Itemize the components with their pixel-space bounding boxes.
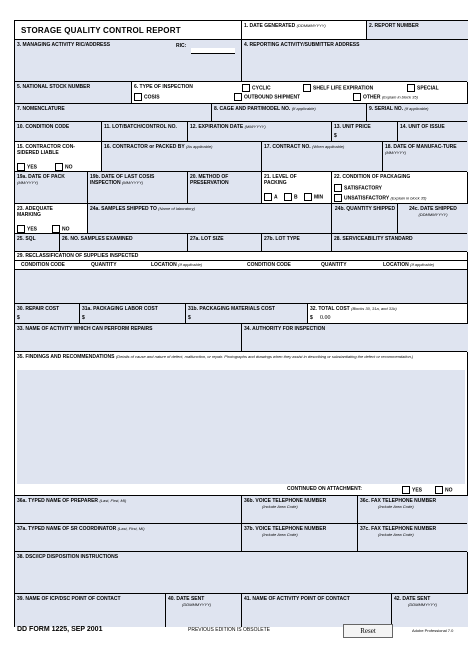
checkbox-satisfactory[interactable] <box>334 184 342 192</box>
hint-37a: (Last, First, MI) <box>117 526 145 531</box>
hint-9: (If applicable) <box>404 106 429 111</box>
text-other: OTHER <box>363 94 381 101</box>
label-34: 34. AUTHORITY FOR INSPECTION <box>244 326 326 332</box>
option-23-yes[interactable] <box>17 225 37 233</box>
form-number: DD FORM 1225, SEP 2001 <box>17 626 103 633</box>
option-cosis[interactable] <box>134 93 160 101</box>
row-29-data[interactable] <box>15 269 467 304</box>
label-28: 28. SERVICEABILITY STANDARD <box>334 236 413 242</box>
text-special: SPECIAL <box>417 85 439 92</box>
row-37 <box>15 523 467 552</box>
label-7: 7. NOMENCLATURE <box>17 106 65 112</box>
form <box>14 20 468 627</box>
label-40: 40. DATE SENT <box>168 596 205 602</box>
option-shelf-life[interactable] <box>303 84 373 92</box>
checkbox-cyclic[interactable] <box>242 84 250 92</box>
label-31b: 31b. PACKAGING MATERIALS COST <box>188 306 276 312</box>
col-quantity-1: QUANTITY <box>91 262 117 268</box>
row-23-24 <box>15 203 467 234</box>
row-36 <box>15 495 467 524</box>
label-15: 15. CONTRACTOR CON-SIDERED LIABLE <box>17 144 75 156</box>
hint-24a: (Name of laboratory) <box>158 206 195 211</box>
text-35-no: NO <box>445 487 453 494</box>
label-12: 12. EXPIRATION DATE <box>190 124 244 130</box>
block-10[interactable] <box>15 122 101 142</box>
label-32: 32. TOTAL COST <box>310 306 350 312</box>
checkbox-shelf-life[interactable] <box>303 84 311 92</box>
checkbox-35-yes[interactable] <box>402 486 410 494</box>
block-17[interactable] <box>261 142 383 172</box>
hint-12: (MM/YYYY) <box>244 124 266 129</box>
label-27b: 27b. LOT TYPE <box>264 236 300 242</box>
label-25: 25. SQL <box>17 236 36 242</box>
option-outbound[interactable] <box>234 93 300 101</box>
col-location-2-hint: (If applicable) <box>410 262 435 267</box>
block-36a[interactable] <box>15 496 241 524</box>
label-24b: 24b. QUANTITY SHIPPED <box>334 206 396 212</box>
block-31b[interactable] <box>185 304 308 324</box>
text-unsatisfactory: UNSATISFACTORY <box>344 195 390 202</box>
label-20: 20. METHOD OF PRESERVATION <box>190 174 229 186</box>
label-19b: 19b. DATE OF LAST COSIS INSPECTION <box>90 174 155 186</box>
label-37c: 37c. FAX TELEPHONE NUMBER <box>360 526 437 532</box>
row-33-34 <box>15 323 467 352</box>
block-26[interactable] <box>59 234 188 252</box>
block-39[interactable] <box>15 594 165 627</box>
hint-36a: (Last, First, MI) <box>99 498 127 503</box>
block-27b[interactable] <box>261 234 332 252</box>
option-23-no[interactable] <box>52 225 70 233</box>
block-4[interactable] <box>241 40 468 82</box>
text-35-yes: YES <box>412 487 423 494</box>
block-6 <box>131 82 468 104</box>
block-14[interactable] <box>397 122 468 142</box>
block-1 <box>241 21 367 39</box>
block-34[interactable] <box>241 324 468 352</box>
block-9[interactable] <box>366 104 468 122</box>
block-36c[interactable] <box>357 496 468 524</box>
block-19a[interactable] <box>15 172 87 204</box>
option-21-a[interactable] <box>264 193 278 201</box>
label-30: 30. REPAIR COST <box>17 306 60 312</box>
checkbox-special[interactable] <box>407 84 415 92</box>
hint-24c: (DDMMMYYYY) <box>418 212 448 217</box>
label-6: 6. TYPE OF INSPECTION <box>134 84 193 90</box>
block-21 <box>261 172 332 204</box>
label-21: 21. LEVEL OF PACKING <box>264 174 297 186</box>
edition-note: PREVIOUS EDITION IS OBSOLETE <box>188 627 270 633</box>
hint-18: (MM/YYYY) <box>385 150 407 155</box>
label-19a: 19a. DATE OF PACK <box>17 174 65 180</box>
row-7-9 <box>15 103 467 122</box>
hint-40: (DDMMMYYYY) <box>182 602 212 607</box>
col-quantity-2: QUANTITY <box>321 262 347 268</box>
option-15-yes[interactable] <box>17 163 37 171</box>
label-9: 9. SERIAL NO. <box>369 106 404 112</box>
col-location-1-text: LOCATION <box>151 262 177 268</box>
block-3[interactable] <box>15 40 241 82</box>
block-38[interactable] <box>15 551 467 594</box>
text-shelf-life: SHELF LIFE EXPIRATION <box>313 85 374 92</box>
text-15-no: NO <box>65 164 73 171</box>
label-22: 22. CONDITION OF PACKAGING <box>334 174 411 180</box>
block-37c[interactable] <box>357 524 468 552</box>
option-satisfactory[interactable] <box>334 184 382 192</box>
label-33: 33. NAME OF ACTIVITY WHICH CAN PERFORM REPAIRS <box>17 326 153 332</box>
hint-22: (Explain in block 35) <box>390 195 427 201</box>
label-3: 3. MANAGING ACTIVITY RIC/ADDRESS <box>17 42 111 48</box>
checkbox-outbound[interactable] <box>234 93 242 101</box>
label-37b: 37b. VOICE TELEPHONE NUMBER <box>244 526 327 532</box>
ric-label: RIC: <box>176 43 187 49</box>
row-39-42 <box>15 593 467 627</box>
block-23 <box>15 204 87 234</box>
label-10: 10. CONDITION CODE <box>17 124 70 130</box>
currency-31b: $ <box>188 315 191 321</box>
text-21-min: MIN <box>314 194 324 201</box>
label-1: 1. DATE GENERATED <box>244 23 296 29</box>
block-15 <box>15 142 101 172</box>
checkbox-21-b[interactable] <box>284 193 292 201</box>
hint-16: (As applicable) <box>185 144 213 149</box>
checkbox-15-no[interactable] <box>55 163 63 171</box>
hint-19a: (MM/YYYY) <box>17 180 39 185</box>
block-24b[interactable] <box>331 204 398 234</box>
ric-input[interactable] <box>191 48 235 54</box>
label-5: 5. NATIONAL STOCK NUMBER <box>17 84 91 90</box>
row-30-32 <box>15 303 467 324</box>
text-satisfactory: SATISFACTORY <box>344 185 382 192</box>
col-location-1 <box>151 262 202 268</box>
findings-textarea[interactable] <box>17 370 465 484</box>
label-39: 39. NAME OF ICP/DSC POINT OF CONTACT <box>17 596 121 602</box>
currency-13: $ <box>334 133 337 139</box>
block-28[interactable] <box>331 234 468 252</box>
currency-32: $ <box>310 315 313 321</box>
checkbox-23-no[interactable] <box>52 225 60 233</box>
label-36c: 36c. FAX TELEPHONE NUMBER <box>360 498 437 504</box>
currency-31a: $ <box>82 315 85 321</box>
label-13: 13. UNIT PRICE <box>334 124 371 130</box>
block-37b[interactable] <box>241 524 358 552</box>
option-35-yes[interactable] <box>402 486 422 494</box>
block-7[interactable] <box>15 104 211 122</box>
label-27a: 27a. LOT SIZE <box>190 236 224 242</box>
text-outbound: OUTBOUND SHIPMENT <box>244 94 301 101</box>
text-cyclic: CYCLIC <box>252 85 271 92</box>
block-24c[interactable] <box>397 204 468 234</box>
block-37a[interactable] <box>15 524 241 552</box>
hint-8: (If applicable) <box>291 106 316 111</box>
option-unsatisfactory[interactable] <box>334 194 427 202</box>
text-23-no: NO <box>62 226 70 233</box>
text-21-a: A <box>274 194 278 201</box>
col-condition-code-1: CONDITION CODE <box>21 262 65 268</box>
hint-32: (Blocks 30, 31a, and 31b) <box>351 306 397 311</box>
label-2: 2. REPORT NUMBER <box>369 23 419 29</box>
col-condition-code-2: CONDITION CODE <box>247 262 291 268</box>
block-31a[interactable] <box>79 304 186 324</box>
hint-1: (DDMMMYYYY) <box>296 23 326 28</box>
label-38: 38. DSC/ICP DISPOSITION INSTRUCTIONS <box>17 554 119 560</box>
checkbox-unsatisfactory[interactable] <box>334 194 342 202</box>
block-12[interactable] <box>187 122 332 142</box>
label-17: 17. CONTRACT NO. <box>264 144 311 150</box>
checkbox-other[interactable] <box>353 93 361 101</box>
hint-17: (When applicable) <box>312 144 345 149</box>
block-36b[interactable] <box>241 496 358 524</box>
row-19-22 <box>15 171 467 204</box>
continued-label: CONTINUED ON ATTACHMENT: <box>287 486 362 492</box>
label-35: 35. FINDINGS AND RECOMMENDATIONS <box>17 354 115 360</box>
option-cyclic[interactable] <box>242 84 271 92</box>
label-41: 41. NAME OF ACTIVITY POINT OF CONTACT <box>244 596 350 602</box>
block-40[interactable] <box>165 594 242 627</box>
label-24a: 24a. SAMPLES SHIPPED TO <box>90 206 157 212</box>
checkbox-21-a[interactable] <box>264 193 272 201</box>
block-30[interactable] <box>15 304 79 324</box>
col-location-2-text: LOCATION <box>383 262 409 268</box>
block-41[interactable] <box>241 594 392 627</box>
hint-36c: (Include Area Code) <box>378 504 414 509</box>
label-24c: 24c. DATE SHIPPED <box>409 206 457 212</box>
block-5[interactable] <box>15 82 131 104</box>
option-15-no[interactable] <box>55 163 73 171</box>
col-location-2 <box>383 262 434 268</box>
row-15-18 <box>15 141 467 172</box>
label-18: 18. DATE OF MANUFAC-TURE <box>385 144 457 150</box>
checkbox-35-no[interactable] <box>435 486 443 494</box>
text-23-yes: YES <box>27 226 38 233</box>
hint-37b: (Include Area Code) <box>262 532 298 537</box>
hint-42: (DDMMMYYYY) <box>408 602 438 607</box>
checkbox-21-min[interactable] <box>304 193 312 201</box>
hint-35: (Details of cause and nature of defect, malfunction, or repair. Photographs and drawings when they assist in describing or substantiating the defect or recommendation.) <box>115 354 414 359</box>
text-cosis: COSIS <box>144 94 160 101</box>
checkbox-15-yes[interactable] <box>17 163 25 171</box>
row-35 <box>15 351 467 496</box>
block-33[interactable] <box>15 324 241 352</box>
option-21-min[interactable] <box>304 193 323 201</box>
text-15-yes: YES <box>27 164 38 171</box>
row-5-6 <box>15 81 467 104</box>
label-14: 14. UNIT OF ISSUE <box>400 124 445 130</box>
option-special[interactable] <box>407 84 439 92</box>
label-23: 23. ADEQUATE MARKING <box>17 206 53 218</box>
col-location-1-hint: (If applicable) <box>178 262 203 267</box>
block-8[interactable] <box>211 104 367 122</box>
block-42[interactable] <box>391 594 468 627</box>
block-18[interactable] <box>382 142 468 172</box>
label-37a: 37a. TYPED NAME OF SR COORDINATOR <box>17 526 117 532</box>
row-3-4 <box>15 39 467 82</box>
block-13[interactable] <box>331 122 398 142</box>
total-cost-value: 0.00 <box>320 315 331 321</box>
label-36a: 36a. TYPED NAME OF PREPARER <box>17 498 99 504</box>
text-21-b: B <box>294 194 298 201</box>
block-16[interactable] <box>101 142 262 172</box>
option-21-b[interactable] <box>284 193 298 201</box>
hint-19b: (MM/YYYY) <box>121 180 144 185</box>
software-note: Adobe Professional 7.0 <box>412 628 454 633</box>
label-11: 11. LOT/BATCH/CONTROL NO. <box>104 124 177 130</box>
label-31a: 31a. PACKAGING LABOR COST <box>82 306 158 312</box>
hint-other: (Explain in block 35) <box>381 94 418 100</box>
block-20[interactable] <box>187 172 262 204</box>
label-8: 8. CAGE AND PART/MODEL NO. <box>214 106 291 112</box>
block-25[interactable] <box>15 234 59 252</box>
row-10-14 <box>15 121 467 142</box>
block-2[interactable] <box>366 21 468 39</box>
block-32 <box>307 304 468 324</box>
option-35-no[interactable] <box>435 486 453 494</box>
label-29: 29. RECLASSIFICATION OF SUPPLIES INSPECTED <box>17 253 139 259</box>
label-36b: 36b. VOICE TELEPHONE NUMBER <box>244 498 327 504</box>
block-27a[interactable] <box>187 234 262 252</box>
label-26: 26. NO. SAMPLES EXAMINED <box>62 236 133 242</box>
option-other[interactable] <box>353 93 418 101</box>
row-25-28 <box>15 233 467 252</box>
hint-36b: (Include Area Code) <box>262 504 298 509</box>
currency-30: $ <box>17 315 20 321</box>
block-19b[interactable] <box>87 172 188 204</box>
label-16: 16. CONTRACTOR or PACKED BY <box>104 144 185 150</box>
block-22 <box>331 172 468 204</box>
block-24a[interactable] <box>87 204 332 234</box>
row-header <box>15 21 467 39</box>
hint-37c: (Include Area Code) <box>378 532 414 537</box>
label-4: 4. REPORTING ACTIVITY/SUBMITTER ADDRESS <box>244 42 360 48</box>
block-11[interactable] <box>101 122 188 142</box>
reset-button[interactable]: Reset <box>343 624 393 638</box>
checkbox-23-yes[interactable] <box>17 225 25 233</box>
checkbox-cosis[interactable] <box>134 93 142 101</box>
label-42: 42. DATE SENT <box>394 596 431 602</box>
form-title: STORAGE QUALITY CONTROL REPORT <box>21 26 181 35</box>
